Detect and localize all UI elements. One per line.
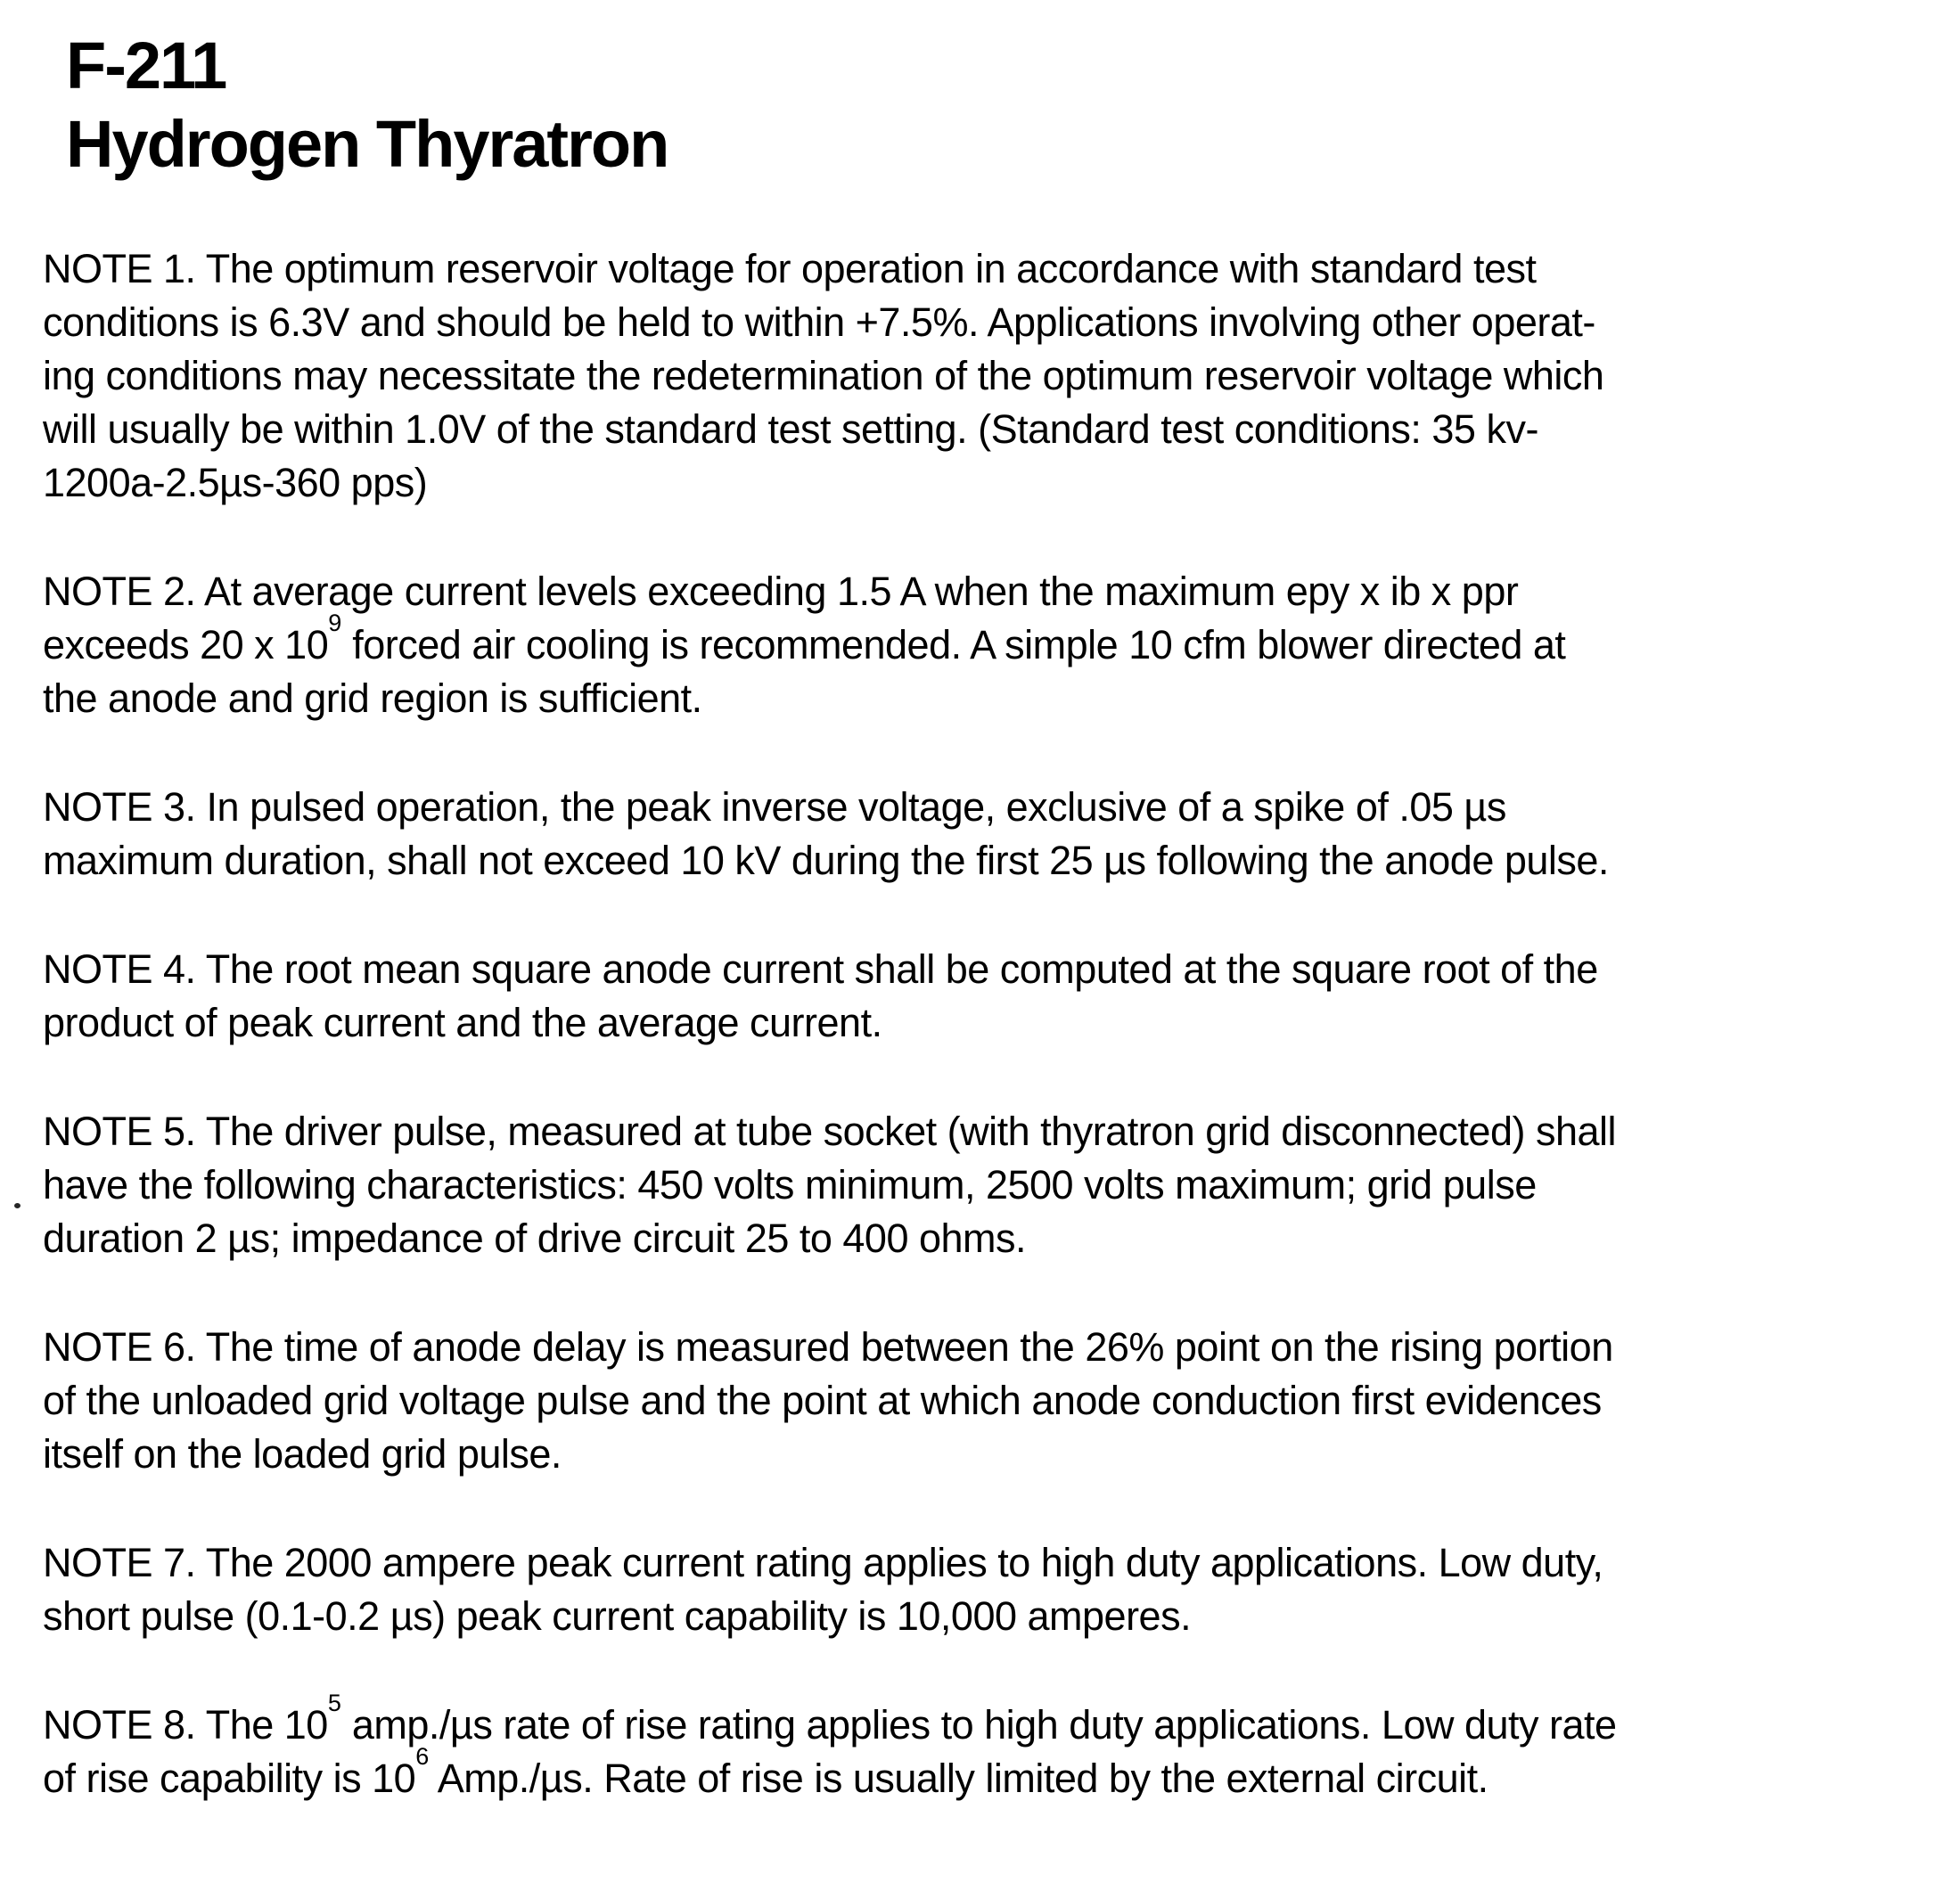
- text-segment: 1200a-2.5µs-360 pps): [43, 460, 428, 505]
- note-text-line: [43, 1212, 1907, 1265]
- text-segment: Amp./µs. Rate of rise is usually limited by the external circuit.: [429, 1756, 1488, 1801]
- text-segment: NOTE 4. The root mean square anode current shall be computed at the square root of the: [43, 946, 1598, 992]
- note-5: [43, 1105, 1907, 1265]
- text-segment: NOTE 6. The time of anode delay is measured between the 26% point on the rising portion: [43, 1324, 1613, 1370]
- text-segment: NOTE 5. The driver pulse, measured at tube socket (with thyratron grid disconnected) shall: [43, 1109, 1617, 1154]
- notes-section: [43, 242, 1907, 1805]
- model-number: F-211: [66, 29, 226, 102]
- text-segment: amp./µs rate of rise rating applies to high duty applications. Low duty rate: [340, 1702, 1617, 1748]
- note-text-line: [43, 1374, 1907, 1428]
- text-segment: duration 2 µs; impedance of drive circuit 25 to 400 ohms.: [43, 1216, 1027, 1261]
- superscript-exponent: 9: [328, 610, 342, 636]
- text-segment: ing conditions may necessitate the redetermination of the optimum reservoir voltage which: [43, 353, 1604, 398]
- text-segment: itself on the loaded grid pulse.: [43, 1431, 562, 1477]
- note-2: [43, 565, 1907, 725]
- note-text-line: [43, 1690, 1907, 1752]
- note-text-line: [43, 834, 1907, 888]
- text-segment: NOTE 8. The 10: [43, 1702, 328, 1748]
- note-text-line: [43, 672, 1907, 725]
- note-text-line: [43, 1536, 1907, 1590]
- note-text-line: [43, 610, 1907, 672]
- note-text-line: [43, 456, 1907, 510]
- text-segment: NOTE 7. The 2000 ampere peak current rating applies to high duty applications. Low duty,: [43, 1540, 1603, 1585]
- note-text-line: [43, 996, 1907, 1050]
- note-text-line: [43, 1743, 1907, 1805]
- text-segment: forced air cooling is recommended. A simple 10 cfm blower directed at: [341, 622, 1566, 667]
- note-text-line: [43, 1158, 1907, 1212]
- text-segment: the anode and grid region is sufficient.: [43, 675, 702, 721]
- superscript-exponent: 6: [415, 1743, 430, 1770]
- note-text-line: [43, 1321, 1907, 1374]
- note-text-line: [43, 1590, 1907, 1643]
- note-text-line: [43, 403, 1907, 456]
- note-text-line: [43, 296, 1907, 349]
- note-1: [43, 242, 1907, 510]
- text-segment: of rise capability is 10: [43, 1756, 416, 1801]
- page-title: Hydrogen Thyratron: [66, 107, 668, 181]
- note-text-line: [43, 781, 1907, 834]
- note-3: [43, 781, 1907, 888]
- note-text-line: [43, 1105, 1907, 1158]
- note-6: [43, 1321, 1907, 1481]
- note-4: [43, 943, 1907, 1050]
- note-8: [43, 1690, 1907, 1805]
- text-segment: NOTE 1. The optimum reservoir voltage for operation in accordance with standard test: [43, 246, 1537, 291]
- note-text-line: [43, 1428, 1907, 1481]
- text-segment: maximum duration, shall not exceed 10 kV during the first 25 µs following the anode pulse.: [43, 838, 1609, 883]
- note-text-line: [43, 943, 1907, 996]
- note-7: [43, 1536, 1907, 1643]
- note-text-line: [43, 565, 1907, 618]
- text-segment: product of peak current and the average current.: [43, 1000, 882, 1045]
- note-text-line: [43, 242, 1907, 296]
- superscript-exponent: 5: [327, 1690, 341, 1716]
- document-header: [66, 27, 1907, 184]
- text-segment: have the following characteristics: 450 volts minimum, 2500 volts maximum; grid pulse: [43, 1162, 1537, 1207]
- note-text-line: [43, 349, 1907, 403]
- text-segment: NOTE 2. At average current levels exceeding 1.5 A when the maximum epy x ib x ppr: [43, 569, 1519, 614]
- text-segment: of the unloaded grid voltage pulse and the point at which anode conduction first evidences: [43, 1378, 1602, 1423]
- text-segment: NOTE 3. In pulsed operation, the peak inverse voltage, exclusive of a spike of .05 µs: [43, 784, 1506, 830]
- scan-speck-artifact: [14, 1203, 21, 1208]
- text-segment: exceeds 20 x 10: [43, 622, 329, 667]
- text-segment: conditions is 6.3V and should be held to within +7.5%. Applications involving other operat-: [43, 299, 1595, 345]
- text-segment: will usually be within 1.0V of the standard test setting. (Standard test conditions: 35 kv-: [43, 406, 1538, 452]
- text-segment: short pulse (0.1-0.2 µs) peak current capability is 10,000 amperes.: [43, 1593, 1192, 1639]
